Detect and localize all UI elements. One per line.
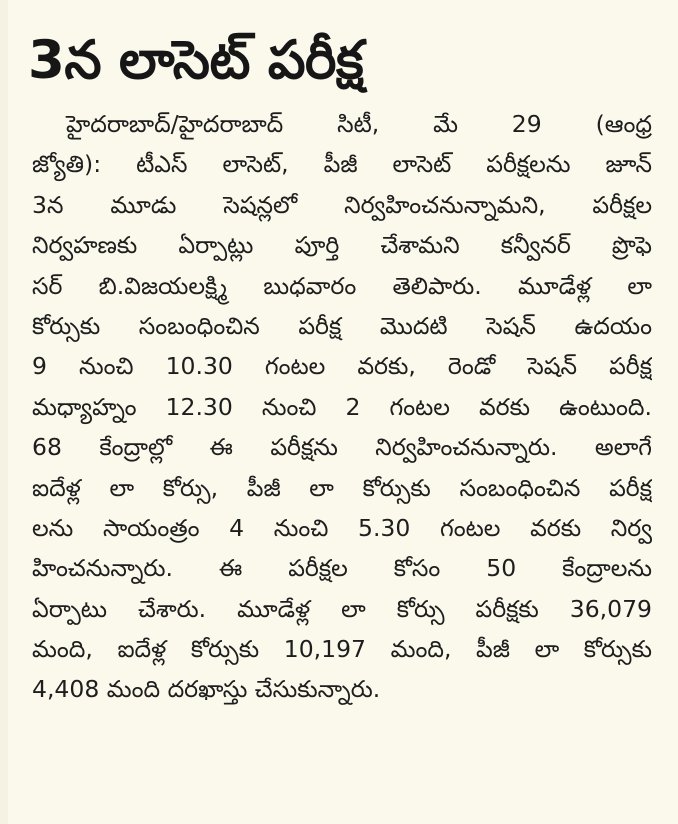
article-line: ఐదేళ్ల లా కోర్సు, పీజీ లా కోర్సుకు సంబంధించిన పరీక్ష: [32, 473, 652, 502]
article-line: జ్యోతి): టీఎస్‌ లాసెట్‌, పీజీ లాసెట్‌ పరీక్షలను జూన్‌: [32, 150, 652, 179]
article-line: మధ్యాహ్నం 12.30 నుంచి 2 గంటల వరకు ఉంటుంది.: [32, 392, 652, 421]
article-body: [32, 104, 652, 710]
article-line: కోర్సుకు సంబంధించిన పరీక్ష మొదటి సెషన్‌ ఉదయం: [32, 311, 652, 340]
article-line: ఏర్పాటు చేశారు. మూడేళ్ల లా కోర్సు పరీక్షకు 36,079: [32, 594, 652, 623]
article-line: 9 నుంచి 10.30 గంటల వరకు, రెండో సెషన్‌ పరీక్ష: [32, 352, 652, 381]
article-line: 4,408 మంది దరఖాస్తు చేసుకున్నారు.: [32, 675, 381, 704]
article-line: హించనున్నారు. ఈ పరీక్షల కోసం 50 కేంద్రాలను: [32, 554, 652, 583]
article-line: సర్‌ బి.విజయలక్ష్మి బుధవారం తెలిపారు. మూడేళ్ల లా: [32, 271, 652, 300]
article-line: 68 కేంద్రాల్లో ఈ పరీక్షను నిర్వహించనున్నారు. అలాగే: [32, 433, 652, 462]
article-headline: 3న లాసెట్‌ పరీక్ష: [28, 30, 364, 91]
article-line: లను సాయంత్రం 4 నుంచి 5.30 గంటల వరకు నిర్వ: [32, 513, 652, 542]
article-line: 3న మూడు సెషన్లలో నిర్వహించనున్నామని, పరీక్షల: [32, 190, 652, 219]
article-line: నిర్వహణకు ఏర్పాట్లు పూర్తి చేశామని కన్వీనర్‌ ప్రొఫె: [32, 231, 652, 260]
article-line: మంది, ఐదేళ్ల కోర్సుకు 10,197 మంది, పీజీ లా కోర్సుకు: [32, 635, 652, 664]
clipping-edge: [0, 0, 8, 824]
article-line: హైదరాబాద్‌/హైదరాబాద్‌ సిటీ, మే 29 (ఆంధ్ర: [66, 110, 652, 138]
